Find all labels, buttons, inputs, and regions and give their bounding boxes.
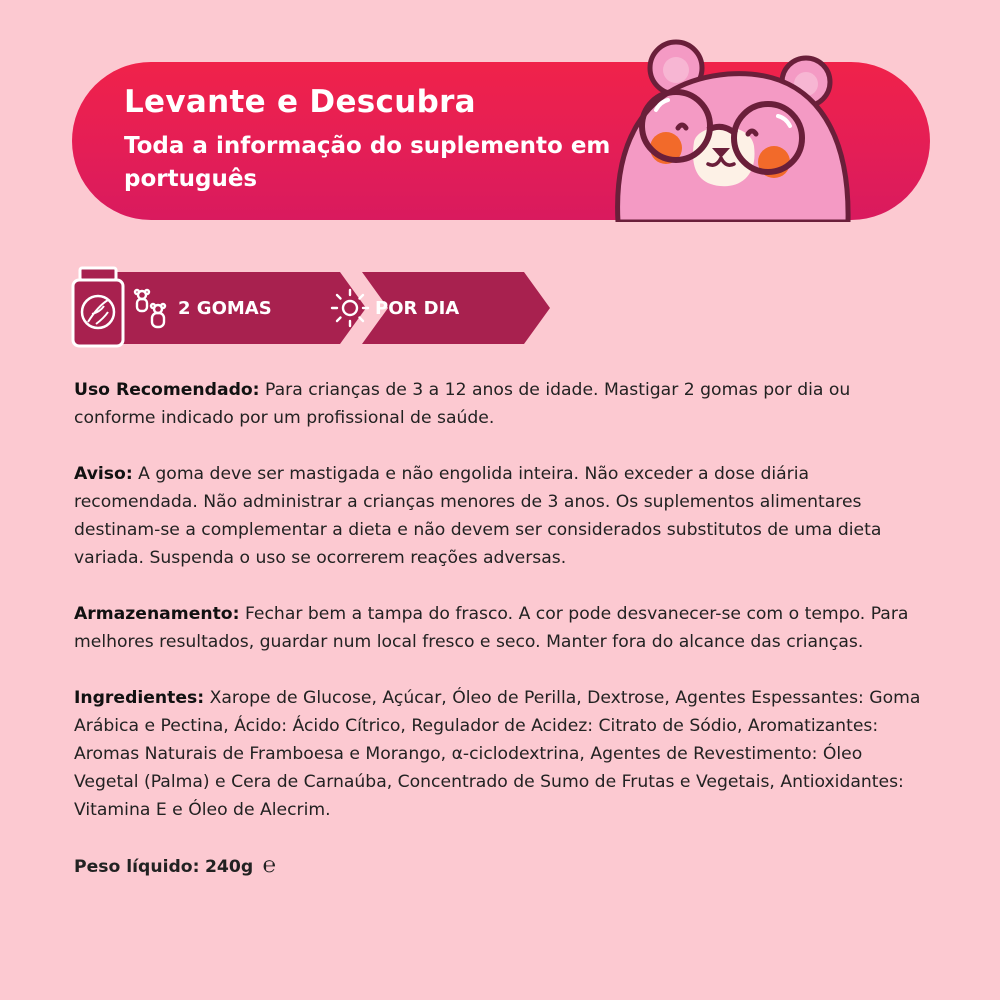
banner-title: Levante e Descubra <box>124 84 476 120</box>
section-label: Armazenamento: <box>74 604 240 624</box>
estimated-sign-icon: ℮ <box>262 853 276 878</box>
dose-amount-label: 2 GOMAS <box>178 298 272 319</box>
section-text: Fechar bem a tampa do frasco. A cor pode desvanecer-se com o tempo. Para melhores resultados, guardar num local fresco e seco. Manter fora do alcance das crianças. <box>74 604 909 652</box>
section-text: Para crianças de 3 a 12 anos de idade. Mastigar 2 gomas por dia ou conforme indicado por um profissional de saúde. <box>74 380 851 428</box>
section-label: Ingredientes: <box>74 688 205 708</box>
gummy-bears-icon <box>132 288 172 330</box>
section-text: A goma deve ser mastigada e não engolida inteira. Não exceder a dose diária recomendada. Não administrar a crianças menores de 3 anos. Os suplementos alimentares destinam-se a complementar a dieta e não devem ser considerados substitutos de uma dieta variada. Suspenda o uso se ocorrerem reações adversas. <box>74 464 882 568</box>
net-weight <box>74 852 926 881</box>
product-information <box>74 376 926 881</box>
sun-icon <box>330 288 370 328</box>
section-label: Aviso: <box>74 464 133 484</box>
banner-subtitle: Toda a informação do suplemento em português <box>124 133 611 192</box>
section-label: Uso Recomendado: <box>74 380 260 400</box>
supplement-jar-icon <box>70 266 126 348</box>
net-weight-value: 240g <box>204 857 254 877</box>
section-ingredients <box>74 684 926 824</box>
section-storage <box>74 600 926 656</box>
net-weight-label: Peso líquido: <box>74 857 200 877</box>
section-recommended-use <box>74 376 926 432</box>
section-warning <box>74 460 926 572</box>
dose-frequency-label: POR DIA <box>375 298 460 319</box>
dosage-row <box>70 266 490 350</box>
section-text: Xarope de Glucose, Açúcar, Óleo de Perilla, Dextrose, Agentes Espessantes: Goma Arábica e Pectina, Ácido: Ácido Cítrico, Regulador de Acidez: Citrato de Sódio, Aromatizantes: Aromas Naturais de Framboesa e Morango, α-ciclodextrina, Agentes de Revestimento: Óleo Vegetal (Palma) e Cera de Carnaúba, Concentrado de Sumo de Frutas e Vegetais, Antioxidantes: Vitamina E e Óleo de Alecrim. <box>74 688 921 820</box>
bear-mascot-icon <box>598 30 858 222</box>
